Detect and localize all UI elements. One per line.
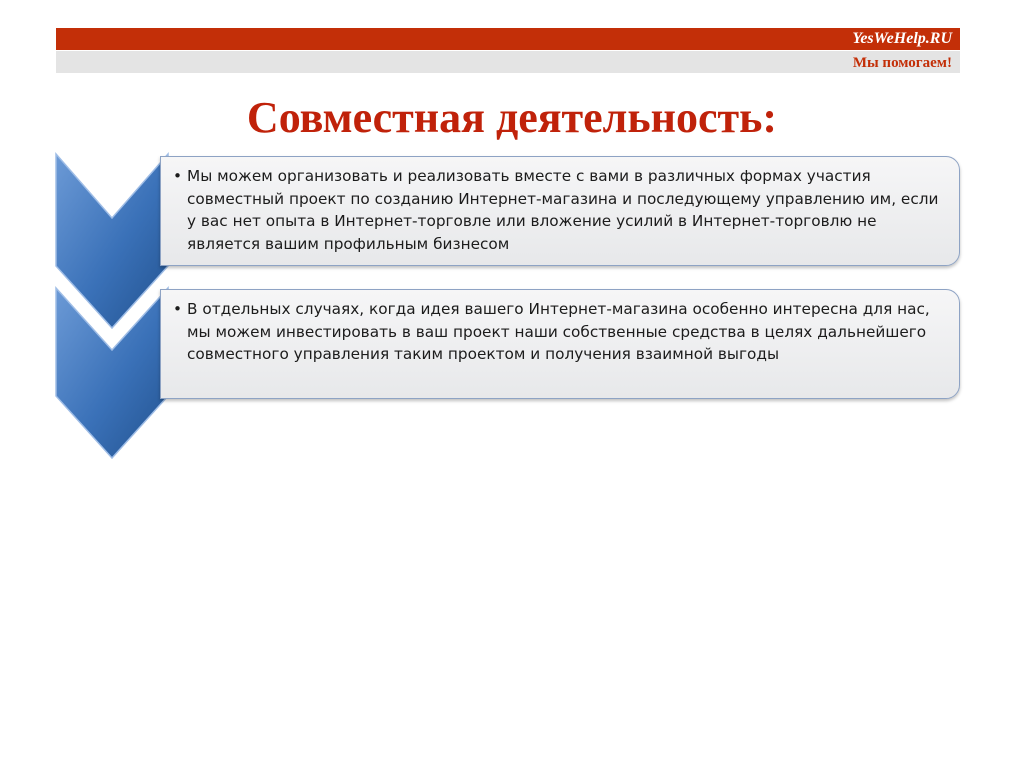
slogan: Мы помогаем!	[852, 55, 952, 71]
step-card-2	[160, 289, 960, 399]
chevron-icon-1	[56, 154, 168, 328]
bullet-icon: •	[173, 300, 183, 318]
brand-bar	[56, 28, 960, 50]
step-card-1	[160, 156, 960, 266]
brand-name: YesWeHelp.RU	[852, 30, 952, 47]
bullet-icon: •	[173, 167, 183, 185]
slide-title: Совместная деятельность:	[246, 93, 778, 142]
step-text-1: Мы можем организовать и реализовать вместе с вами в различных формах участия совместный проект по созданию Интернет-магазина и последующему управлению им, если у вас нет опыта в Интернет-торговле или вложение усилий в Интернет-торговлю не является вашим профильным бизнесом	[187, 167, 939, 253]
slogan-bar	[56, 51, 960, 73]
step-text-2: В отдельных случаях, когда идея вашего Интернет-магазина особенно интересна для нас, мы можем инвестировать в ваш проект наши собственные средства в целях дальнейшего совместного управления таким проектом и получения взаимной выгоды	[187, 300, 930, 363]
